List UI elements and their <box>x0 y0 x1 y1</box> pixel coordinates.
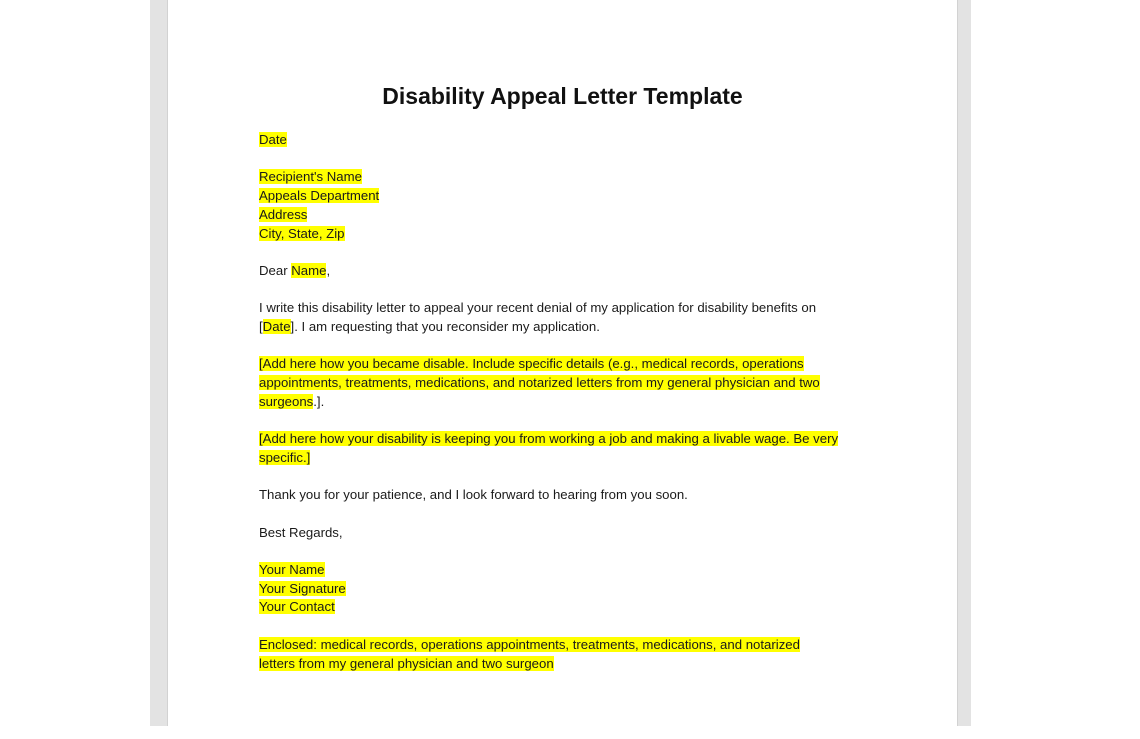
paragraph-disability-details-line2: appointments, treatments, medications, and notarized letters from my general physician and two <box>259 375 820 391</box>
date-placeholder: Date <box>259 132 287 147</box>
recipient-block <box>259 168 859 243</box>
recipient-name: Recipient's Name <box>259 169 362 185</box>
signature-signature: Your Signature <box>259 580 346 596</box>
paragraph-disability-details-line3: surgeons <box>259 393 314 409</box>
paragraph-work-impact-line2: specific.] <box>259 449 311 465</box>
document-page[interactable] <box>167 0 958 726</box>
recipient-city-state-zip: City, State, Zip <box>259 225 345 241</box>
document-title: Disability Appeal Letter Template <box>382 83 743 109</box>
signature-name: Your Name <box>259 562 325 578</box>
signature-contact: Your Contact <box>259 599 335 615</box>
date-block <box>259 131 859 150</box>
closing-line: Thank you for your patience, and I look forward to hearing from you soon. <box>259 487 688 503</box>
salutation-prefix: Dear <box>259 262 292 278</box>
salutation-suffix: , <box>326 262 331 278</box>
recipient-address: Address <box>259 206 308 222</box>
sign-off: Best Regards, <box>259 524 343 540</box>
signature-block <box>259 561 859 617</box>
enclosed-line1: Enclosed: medical records, operations appointments, treatments, medications, and notarized <box>259 636 800 652</box>
enclosed-line2: letters from my general physician and two surgeon <box>259 655 554 671</box>
paragraph-appeal-text-b: ]. I am requesting that you reconsider my application. <box>290 318 600 334</box>
paragraph-disability-details <box>259 355 859 411</box>
paragraph-appeal-text-a: I write this disability letter to appeal your recent denial of my application for disability benefits on <box>259 300 817 316</box>
paragraph-disability-details-line3-rest: .]. <box>313 393 325 409</box>
paragraph-work-impact-line1: [Add here how your disability is keeping you from working a job and making a livable wage. Be very <box>259 431 839 447</box>
salutation <box>259 262 859 281</box>
salutation-name: Name <box>291 262 327 278</box>
paragraph-work-impact <box>259 430 859 467</box>
paragraph-appeal-date: Date <box>262 318 291 334</box>
paragraph-appeal <box>259 299 859 336</box>
paragraph-appeal-open-bracket: [ <box>259 318 263 334</box>
enclosed-block <box>259 636 859 673</box>
recipient-department: Appeals Department <box>259 188 380 204</box>
paragraph-disability-details-line1: [Add here how you became disable. Include specific details (e.g., medical records, operations <box>259 356 804 372</box>
letter-body[interactable] <box>259 131 859 692</box>
